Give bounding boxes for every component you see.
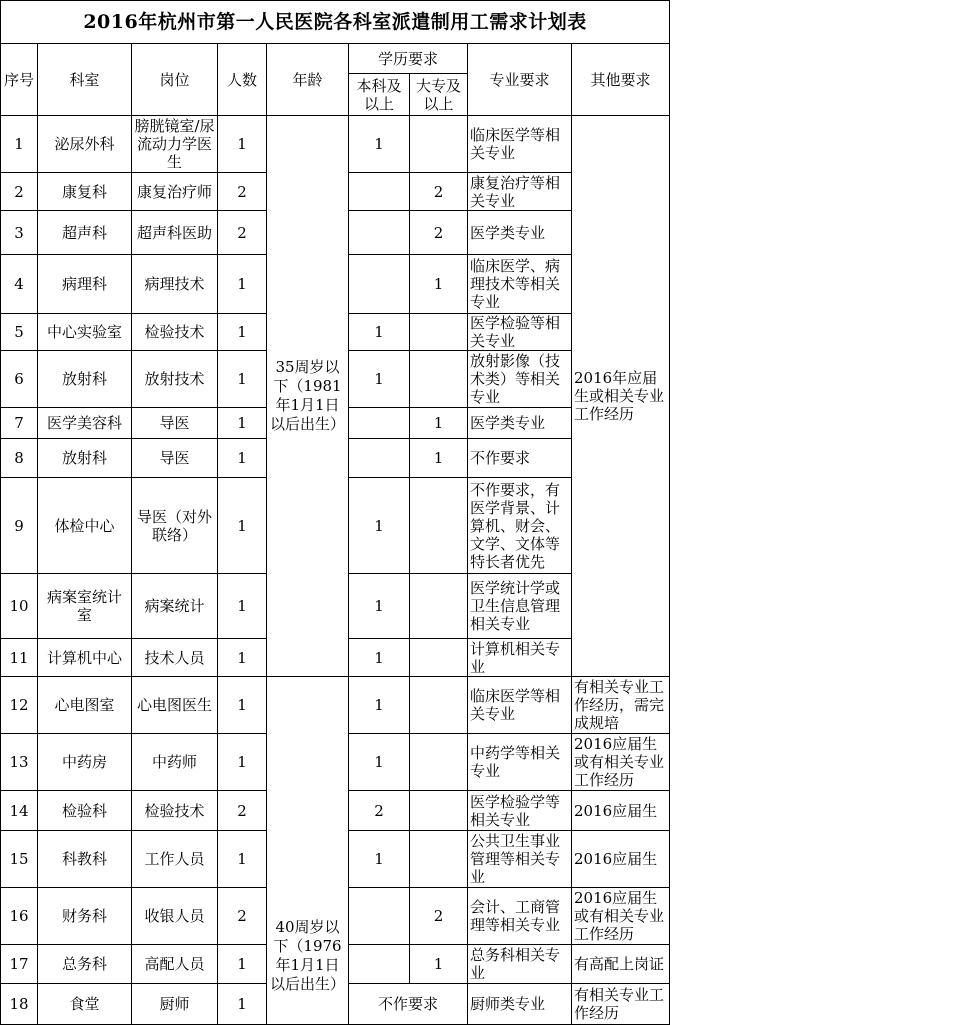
cell-dept: 超声科: [38, 211, 132, 255]
header-major: 专业要求: [468, 44, 572, 116]
cell-count: 1: [218, 945, 267, 984]
cell-seq: 3: [1, 211, 38, 255]
cell-seq: 9: [1, 478, 38, 574]
cell-dept: 病案室统计室: [38, 574, 132, 639]
cell-edu-bachelor: 1: [349, 831, 410, 888]
cell-count: 2: [218, 211, 267, 255]
cell-major: 康复治疗等相关专业: [468, 173, 572, 211]
cell-major: 中药学等相关专业: [468, 734, 572, 791]
header-count: 人数: [218, 44, 267, 116]
cell-major: 计算机相关专业: [468, 639, 572, 677]
table-row: [1, 677, 670, 734]
cell-seq: 14: [1, 791, 38, 831]
cell-edu-college: [410, 478, 468, 574]
cell-edu-bachelor: 1: [349, 639, 410, 677]
cell-seq: 7: [1, 408, 38, 439]
cell-edu-bachelor: [349, 888, 410, 945]
cell-other: 2016应届生: [572, 831, 670, 888]
cell-edu-bachelor: [349, 255, 410, 314]
header-other: 其他要求: [572, 44, 670, 116]
header-age: 年龄: [267, 44, 349, 116]
cell-edu-college: [410, 639, 468, 677]
cell-seq: 8: [1, 439, 38, 478]
cell-dept: 放射科: [38, 351, 132, 408]
cell-count: 1: [218, 314, 267, 351]
cell-edu-bachelor: 2: [349, 791, 410, 831]
cell-edu-college: [410, 831, 468, 888]
cell-edu-college: 1: [410, 255, 468, 314]
cell-major: 会计、工商管理等相关专业: [468, 888, 572, 945]
cell-edu-college: 2: [410, 173, 468, 211]
cell-post: 放射技术: [132, 351, 218, 408]
header-post: 岗位: [132, 44, 218, 116]
cell-count: 1: [218, 574, 267, 639]
cell-major: 医学检验等相关专业: [468, 314, 572, 351]
cell-major: 临床医学等相关专业: [468, 677, 572, 734]
cell-age-group-2: 40周岁以下（1976年1月1日以后出生）: [267, 888, 349, 1025]
table-row: [1, 888, 670, 945]
cell-post: 超声科医助: [132, 211, 218, 255]
cell-age-group-1: 35周岁以下（1981年1月1日以后出生）: [267, 116, 349, 677]
cell-count: 2: [218, 888, 267, 945]
cell-major: 公共卫生事业管理等相关专业: [468, 831, 572, 888]
cell-post: 中药师: [132, 734, 218, 791]
cell-post: 病理技术: [132, 255, 218, 314]
cell-post: 厨师: [132, 984, 218, 1025]
cell-count: 1: [218, 116, 267, 173]
cell-dept: 食堂: [38, 984, 132, 1025]
cell-dept: 中心实验室: [38, 314, 132, 351]
cell-edu-bachelor: [349, 211, 410, 255]
cell-post: 技术人员: [132, 639, 218, 677]
cell-edu-bachelor: 1: [349, 314, 410, 351]
cell-seq: 4: [1, 255, 38, 314]
cell-major: 放射影像（技术类）等相关专业: [468, 351, 572, 408]
cell-dept: 检验科: [38, 791, 132, 831]
cell-post: 膀胱镜室/尿流动力学医生: [132, 116, 218, 173]
cell-edu-college: [410, 116, 468, 173]
cell-edu-college: 1: [410, 408, 468, 439]
cell-post: 导医: [132, 439, 218, 478]
cell-major: 临床医学等相关专业: [468, 116, 572, 173]
cell-age-blank: [267, 677, 349, 888]
cell-seq: 5: [1, 314, 38, 351]
cell-edu-bachelor: [349, 439, 410, 478]
cell-count: 1: [218, 408, 267, 439]
cell-major: 不作要求: [468, 439, 572, 478]
cell-count: 1: [218, 478, 267, 574]
cell-post: 病案统计: [132, 574, 218, 639]
cell-edu-college: [410, 791, 468, 831]
cell-edu-bachelor: [349, 173, 410, 211]
header-edu-bachelor: 本科及以上: [349, 74, 410, 116]
header-row: [1, 44, 670, 74]
cell-dept: 中药房: [38, 734, 132, 791]
cell-post: 导医: [132, 408, 218, 439]
cell-other: 2016应届生或有相关专业工作经历: [572, 734, 670, 791]
cell-edu-college: 1: [410, 945, 468, 984]
cell-dept: 病理科: [38, 255, 132, 314]
cell-dept: 总务科: [38, 945, 132, 984]
cell-dept: 放射科: [38, 439, 132, 478]
cell-count: 1: [218, 255, 267, 314]
cell-major: 医学统计学或卫生信息管理相关专业: [468, 574, 572, 639]
cell-post: 导医（对外联络）: [132, 478, 218, 574]
cell-other: 2016应届生: [572, 791, 670, 831]
cell-dept: 心电图室: [38, 677, 132, 734]
header-dept: 科室: [38, 44, 132, 116]
cell-count: 1: [218, 734, 267, 791]
cell-seq: 12: [1, 677, 38, 734]
cell-edu-college: [410, 574, 468, 639]
cell-edu-college: 1: [410, 439, 468, 478]
cell-dept: 科教科: [38, 831, 132, 888]
cell-edu-bachelor: 1: [349, 351, 410, 408]
header-edu-college: 大专及以上: [410, 74, 468, 116]
cell-count: 1: [218, 439, 267, 478]
cell-count: 1: [218, 984, 267, 1025]
header-edu: 学历要求: [349, 44, 468, 74]
cell-dept: 康复科: [38, 173, 132, 211]
cell-post: 收银人员: [132, 888, 218, 945]
cell-major: 总务科相关专业: [468, 945, 572, 984]
cell-seq: 6: [1, 351, 38, 408]
cell-edu-bachelor: 1: [349, 677, 410, 734]
cell-seq: 13: [1, 734, 38, 791]
cell-other: 有相关专业工作经历，需完成规培: [572, 677, 670, 734]
cell-dept: 泌尿外科: [38, 116, 132, 173]
cell-seq: 15: [1, 831, 38, 888]
title-row: [1, 1, 670, 44]
table-title: 2016年杭州市第一人民医院各科室派遣制用工需求计划表: [1, 1, 670, 44]
cell-edu-college: [410, 734, 468, 791]
cell-other: 2016应届生或有相关专业工作经历: [572, 888, 670, 945]
cell-post: 高配人员: [132, 945, 218, 984]
cell-count: 1: [218, 351, 267, 408]
cell-edu-college: 2: [410, 888, 468, 945]
cell-dept: 财务科: [38, 888, 132, 945]
header-seq: 序号: [1, 44, 38, 116]
cell-major: 厨师类专业: [468, 984, 572, 1025]
cell-major: 医学类专业: [468, 211, 572, 255]
cell-seq: 1: [1, 116, 38, 173]
cell-seq: 11: [1, 639, 38, 677]
cell-count: 1: [218, 639, 267, 677]
cell-seq: 17: [1, 945, 38, 984]
cell-count: 2: [218, 173, 267, 211]
cell-other: 有高配上岗证: [572, 945, 670, 984]
cell-post: 检验技术: [132, 791, 218, 831]
cell-major: 临床医学、病理技术等相关专业: [468, 255, 572, 314]
cell-dept: 医学美容科: [38, 408, 132, 439]
cell-post: 心电图医生: [132, 677, 218, 734]
cell-edu-college: [410, 351, 468, 408]
cell-seq: 2: [1, 173, 38, 211]
cell-other-group-1: 2016年应届生或相关专业工作经历: [572, 116, 670, 677]
cell-count: 1: [218, 677, 267, 734]
cell-edu-bachelor: [349, 408, 410, 439]
cell-post: 工作人员: [132, 831, 218, 888]
cell-count: 2: [218, 791, 267, 831]
cell-edu-college: [410, 314, 468, 351]
cell-count: 1: [218, 831, 267, 888]
cell-seq: 10: [1, 574, 38, 639]
cell-post: 检验技术: [132, 314, 218, 351]
cell-edu-bachelor: 1: [349, 116, 410, 173]
cell-edu-merged: 不作要求: [349, 984, 468, 1025]
cell-edu-college: [410, 677, 468, 734]
cell-seq: 16: [1, 888, 38, 945]
cell-edu-bachelor: 1: [349, 574, 410, 639]
cell-major: 医学检验学等相关专业: [468, 791, 572, 831]
cell-edu-bachelor: 1: [349, 734, 410, 791]
cell-other: 有相关专业工作经历: [572, 984, 670, 1025]
cell-dept: 计算机中心: [38, 639, 132, 677]
cell-edu-bachelor: 1: [349, 478, 410, 574]
cell-major: 不作要求，有医学背景、计算机、财会、文学、文体等特长者优先: [468, 478, 572, 574]
cell-post: 康复治疗师: [132, 173, 218, 211]
cell-edu-college: 2: [410, 211, 468, 255]
cell-seq: 18: [1, 984, 38, 1025]
cell-dept: 体检中心: [38, 478, 132, 574]
cell-major: 医学类专业: [468, 408, 572, 439]
table-row: [1, 116, 670, 173]
cell-edu-bachelor: [349, 945, 410, 984]
